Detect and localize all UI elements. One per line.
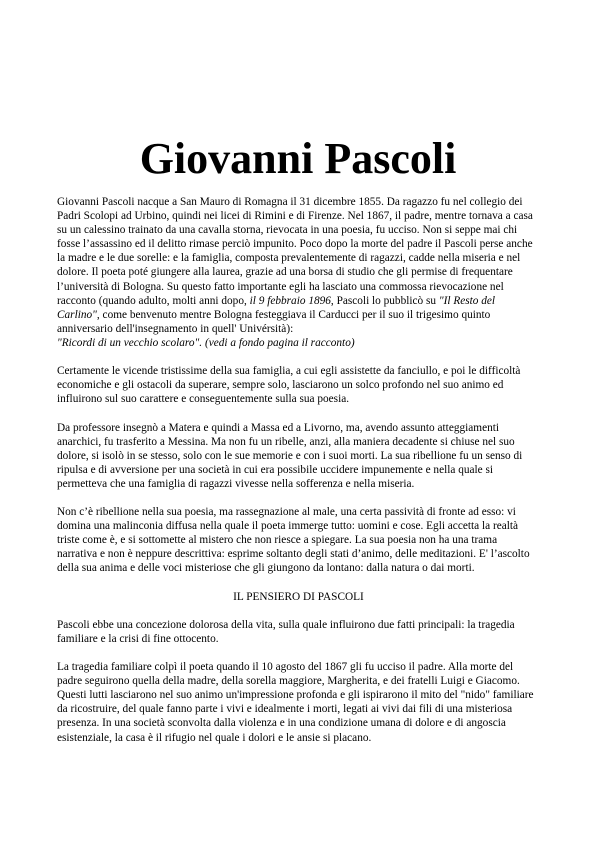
paragraph-teaching: Da professore insegnò a Matera e quindi a Massa ed a Livorno, ma, avendo assunto atteggiamenti anarchici, fu trasferito a Messina. Ma non fu un ribelle, anzi, alla maniera decadente si chiuse nel suo dolore, si isolò in se stesso, solo con le sue memorie e con i suoi morti. La sua ribellione fu un senso di ripulsa e di avversione per una società in cui era possibile uccidere impunemente e nella quale si permetteva che una famiglia di ragazzi vivesse nella sofferenza e nella miseria. (57, 421, 523, 490)
paragraph-concept: Pascoli ebbe una concezione dolorosa della vita, sulla quale influirono due fatti principali: la tragedia familiare e la crisi di fine ottocento. (57, 618, 515, 645)
section-heading: IL PENSIERO DI PASCOLI (233, 590, 364, 603)
newspaper-name: "Il Resto del Carlino" (57, 294, 496, 321)
biography-text-3: , come benvenuto mentre Bologna festeggiava il Carducci per il suo il trigesimo quinto anniversario dell'insegnamento in quell' Univérsità): (57, 308, 491, 335)
publication-date: il 9 febbraio 1896 (249, 294, 331, 307)
paragraph-poetry: Non c’è ribellione nella sua poesia, ma rassegnazione al male, una certa passività di fronte ad esso: vi domina una malinconia diffusa nella quale il poeta immerge tutto: uomini e cose. Egli accetta la realtà triste come è, e si sottomette al mistero che non riesce a spiegare. La sua poesia non ha una trama narrativa e non è neppure descrittiva: esprime soltanto degli stati d’animo, delle meditazioni. E' l’ascolto della sua anima e delle voci misteriose che gli giungono da lontano: dalla natura o dai morti. (57, 506, 530, 575)
paragraph-biography (57, 195, 540, 350)
paragraph-tragedy: La tragedia familiare colpì il poeta quando il 10 agosto del 1867 gli fu ucciso il padre. Alla morte del padre seguirono quella della madre, della sorella maggiore, Margherita, e dei fratelli Luigi e Giacomo. Questi lutti lasciarono nel suo animo un'impressione profonda e gli ispirarono il mito del "nido" familiare da ricostruire, del quale fanno parte i vivi e idealmente i morti, legati ai vivi dai fili di una misteriosa presenza. In una società sconvolta dalla violenza e in una condizione umana di dolore e di angoscia esistenziale, la casa è il rifugio nel quale i dolori e le ansie si placano. (57, 661, 534, 744)
story-title: "Ricordi di un vecchio scolaro". (vedi a fondo pagina il racconto) (57, 336, 355, 349)
document-body (57, 195, 540, 759)
page-title: Giovanni Pascoli (139, 134, 457, 184)
paragraph-family: Certamente le vicende tristissime della sua famiglia, a cui egli assistette da fanciullo, e poi le difficoltà economiche e gli ostacoli da superare, sempre solo, lasciarono un solco profondo nel suo animo ed influirono sul suo carattere e conseguentemente sulla sua poesia. (57, 365, 521, 406)
biography-text-1: Giovanni Pascoli nacque a San Mauro di Romagna il 31 dicembre 1855. Da ragazzo fu nel collegio dei Padri Scolopi ad Urbino, quindi nei licei di Rimini e di Firenze. Nel 1867, il padre, mentre tornava a casa su un calessino trainato da una cavalla storna, rievocata in una poesia, fu ucciso. Non si seppe mai chi fosse l’assassino ed il delitto rimase perciò impunito. Poco dopo la morte del padre il Pascoli perse anche la madre e le due sorelle: e la famiglia, composta prevalentemente di ragazzi, cadde nella miseria e nel dolore. Il poeta poté giungere alla laurea, grazie ad una borsa di studio che gli permise di frequentare l’università di Bologna. Su questo fatto importante egli ha lasciato una commossa rievocazione nel racconto (quando adulto, molti anni dopo, (57, 196, 533, 307)
biography-text-2: , Pascoli lo pubblicò su (330, 294, 439, 307)
